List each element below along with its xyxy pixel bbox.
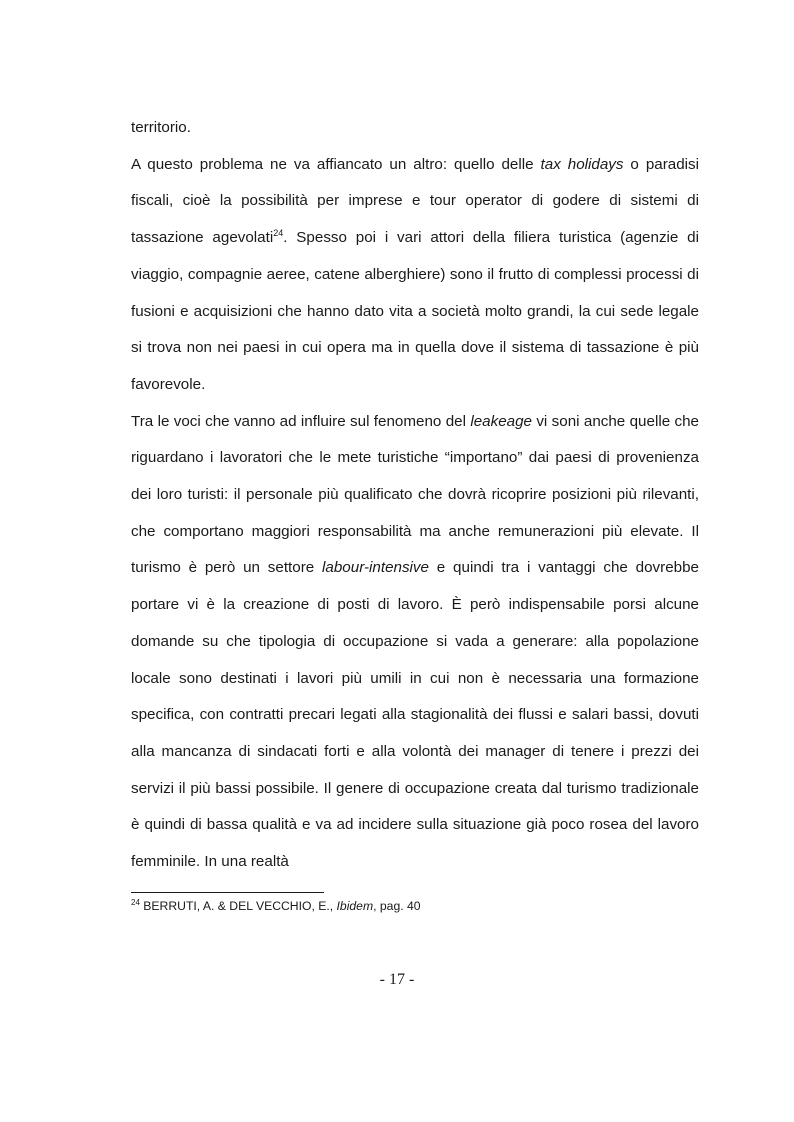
text-run: A questo problema ne va affiancato un altro: quello delle (131, 155, 541, 173)
italic-term: leakeage (470, 412, 532, 430)
italic-term: tax holidays (540, 155, 624, 173)
page-number: - 17 - (379, 971, 415, 988)
paragraph (131, 110, 699, 147)
body-text (131, 110, 699, 881)
text-run: e quindi tra i vantaggi che dovrebbe portare vi è la creazione di posti di lavoro. È però indispensabile porsi alcune domande su che tipologia di occupazione si vada a generare: alla popolazione locale sono destinati i lavori più umili in cui non è necessaria una formazione specifica, con contratti precari legati alla stagionalità dei flussi e salari bassi, dovuti alla mancanza di sindacati forti e alla volontà dei manager di tenere i prezzi dei servizi il più bassi possibile. Il genere di occupazione creata dal turismo tradizionale è quindi di bassa qualità e va ad incidere sulla situazione già poco rosea del lavoro femminile. In una realtà (131, 559, 699, 871)
footnote-separator (131, 892, 324, 893)
paragraph (131, 404, 699, 881)
footnote (131, 898, 699, 914)
italic-term: labour-intensive (322, 559, 429, 577)
text-run: Tra le voci che vanno ad influire sul fenomeno del (131, 412, 471, 430)
paragraph (131, 147, 699, 404)
text-run: o paradisi fiscali, cioè la possibilità per imprese e tour operator di godere di sistemi di tassazione agevolati (131, 155, 700, 247)
text-run: vi soni anche quelle che riguardano i lavoratori che le mete turistiche “importano” dai paesi di provenienza dei loro turisti: il personale più qualificato che dovrà ricoprire posizioni più rilevanti, che comportano maggiori responsabilità ma anche remunerazioni più elevate. Il turismo è però un settore (131, 412, 699, 577)
footnote-reference: 24 (273, 228, 284, 239)
text-run: . Spesso poi i vari attori della filiera turistica (agenzie di viaggio, compagnie aeree, catene alberghiere) sono il frutto di complessi processi di fusioni e acquisizioni che hanno dato vita a società molto grandi, la cui sede legale si trova non nei paesi in cui opera ma in quella dove il sistema di tassazione è più favorevole. (131, 229, 699, 393)
footnote-page: , pag. 40 (373, 899, 421, 913)
footnote-authors: BERRUTI, A. & DEL VECCHIO, E., (139, 899, 337, 913)
footnote-work-title: Ibidem (336, 899, 374, 913)
footnote-number: 24 (131, 897, 140, 907)
text-run: territorio. (131, 119, 191, 136)
